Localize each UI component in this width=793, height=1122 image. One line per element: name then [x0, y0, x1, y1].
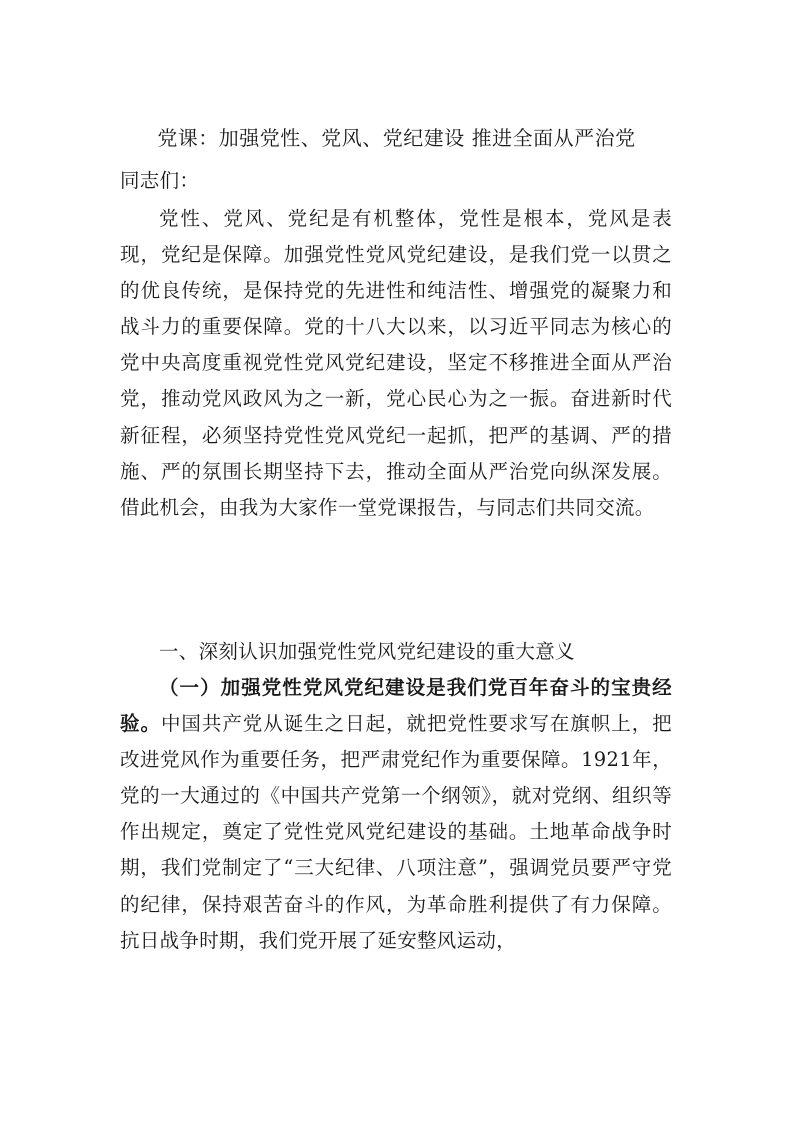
- greeting: 同志们：: [120, 169, 200, 192]
- section-heading: 一、深刻认识加强党性党风党纪建设的重大意义: [159, 640, 575, 663]
- subsection-lead: （一）加强党性党风党纪建设是我们党百年奋斗的宝贵经验。: [120, 676, 672, 736]
- intro-paragraph: 党性、党风、党纪是有机整体，党性是根本，党风是表现，党纪是保障。加强党性党风党纪建设，是我们党一以贯之的优良传统，是保持党的先进性和纯洁性、增强党的凝聚力和战斗力的重要保障。党的十八大以来，以习近平同志为核心的党中央高度重视党性党风党纪建设，坚定不移推进全面从严治党，推动党风政风为之一新，党心民心为之一振。奋进新时代新征程，必须坚持党性党风党纪一起抓，把严的基调、严的措施、严的氛围长期坚持下去，推动全面从严治党向纵深发展。借此机会，由我为大家作一堂党课报告，与同志们共同交流。: [120, 207, 672, 519]
- document-title: 党课：加强党性、党风、党纪建设 推进全面从严治党: [157, 126, 636, 150]
- subsection-paragraph: [120, 670, 672, 959]
- subsection-body: 中国共产党从诞生之日起，就把党性要求写在旗帜上，把改进党风作为重要任务，把严肃党纪作为重要保障。1921年，党的一大通过的《中国共产党第一个纲领》，就对党纲、组织等作出规定，奠定了党性党风党纪建设的基础。土地革命战争时期，我们党制定了“三大纪律、八项注意”，强调党员要严守党的纪律，保持艰苦奋斗的作风，为革命胜利提供了有力保障。抗日战争时期，我们党开展了延安整风运动，: [120, 712, 672, 952]
